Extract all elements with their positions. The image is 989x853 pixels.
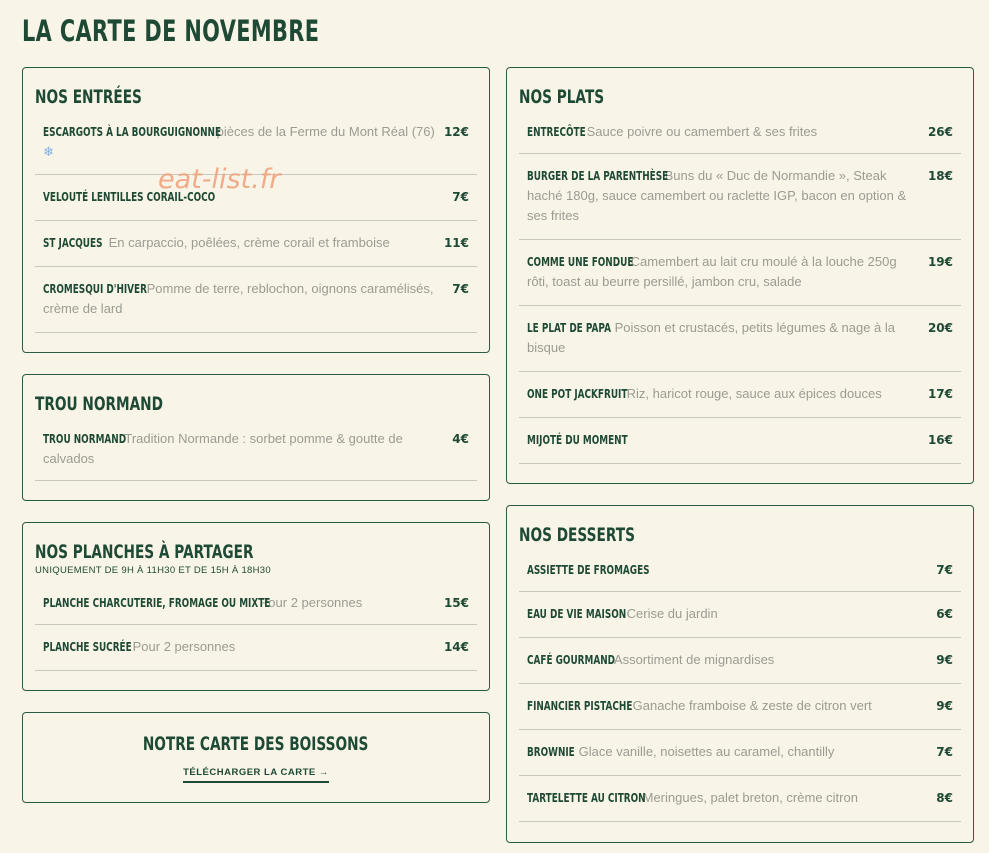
boissons-card <box>22 712 490 803</box>
item-name: BROWNIE <box>527 745 575 759</box>
item-price: 19€ <box>927 255 953 269</box>
item-name: EAU DE VIE MAISON <box>527 607 627 621</box>
item-price: 15€ <box>443 596 469 610</box>
item-name: CAFÉ GOURMAND <box>527 653 616 667</box>
item-desc: Riz, haricot rouge, sauce aux épices douces <box>626 386 882 401</box>
menu-item <box>519 776 961 822</box>
menu-item <box>519 154 961 240</box>
entrees-card <box>22 67 490 353</box>
item-desc: Glace vanille, noisettes au caramel, chantilly <box>578 744 835 759</box>
plats-title: NOS PLATS <box>519 86 605 108</box>
item-desc: Camembert au lait cru moulé à la louche 250g rôti, toast au beurre persillé, jambon cru, salade <box>527 254 897 289</box>
menu-item <box>519 684 961 730</box>
item-desc: Pour 2 personnes <box>259 595 363 610</box>
menu-item <box>519 118 961 154</box>
item-desc: Meringues, palet breton, crème citron <box>642 790 858 805</box>
item-desc: Ganache framboise & zeste de citron vert <box>632 698 872 713</box>
item-price: 9€ <box>936 699 953 713</box>
trou-title: TROU NORMAND <box>35 393 163 415</box>
planches-card <box>22 522 490 691</box>
item-price: 12€ <box>443 125 469 139</box>
item-name: ESCARGOTS À LA BOURGUIGNONNE <box>43 125 222 139</box>
item-name: FINANCIER PISTACHE <box>527 699 633 713</box>
item-name: VELOUTÉ LENTILLES CORAIL-COCO <box>43 190 216 204</box>
item-desc: Pour 2 personnes <box>132 639 236 654</box>
watermark-text: eat-list.fr <box>158 164 281 195</box>
trou-list <box>35 425 477 481</box>
menu-item <box>35 425 477 481</box>
item-desc: Assortiment de mignardises <box>613 652 775 667</box>
item-price: 7€ <box>936 563 953 577</box>
item-price: 7€ <box>452 190 469 204</box>
item-name: CROMESQUI D'HIVER <box>43 282 147 296</box>
item-price: 11€ <box>443 236 469 250</box>
item-price: 26€ <box>927 125 953 139</box>
download-menu-link[interactable]: TÉLÉCHARGER LA CARTE → <box>23 767 489 783</box>
item-desc: Cerise du jardin <box>626 606 718 621</box>
menu-item <box>35 625 477 671</box>
item-name: ASSIETTE DE FROMAGES <box>527 563 650 577</box>
item-name: PLANCHE SUCRÉE <box>43 640 132 654</box>
item-desc: Tradition Normande : sorbet pomme & goutte de calvados <box>43 431 403 466</box>
item-price: 8€ <box>936 791 953 805</box>
item-price: 4€ <box>452 432 469 446</box>
planches-title: NOS PLANCHES À PARTAGER <box>35 541 254 563</box>
menu-item <box>519 306 961 372</box>
menu-item <box>35 267 477 333</box>
planches-list <box>35 589 477 671</box>
item-name: ST JACQUES <box>43 236 103 250</box>
menu-item <box>35 589 477 625</box>
menu-item <box>519 730 961 776</box>
menu-item <box>519 418 961 464</box>
menu-item <box>519 556 961 592</box>
item-price: 14€ <box>443 640 469 654</box>
item-desc: pièces de la Ferme du Mont Réal (76) <box>216 124 435 139</box>
menu-item <box>519 240 961 306</box>
item-desc: Sauce poivre ou camembert & ses frites <box>586 124 818 139</box>
item-price: 7€ <box>936 745 953 759</box>
item-name: COMME UNE FONDUE <box>527 255 634 269</box>
desserts-card <box>506 505 974 843</box>
menu-item <box>519 638 961 684</box>
snowflake-icon: ❄ <box>43 144 54 159</box>
item-price: 18€ <box>927 169 953 183</box>
plats-card <box>506 67 974 484</box>
desserts-title: NOS DESSERTS <box>519 524 635 546</box>
menu-item <box>519 372 961 418</box>
desserts-list <box>519 556 961 822</box>
item-desc: Poisson et crustacés, petits légumes & nage à la bisque <box>527 320 896 355</box>
item-price: 7€ <box>452 282 469 296</box>
boissons-title: NOTRE CARTE DES BOISSONS <box>143 733 369 755</box>
item-price: 20€ <box>927 321 953 335</box>
page-title: LA CARTE DE NOVEMBRE <box>22 14 320 48</box>
item-name: PLANCHE CHARCUTERIE, FROMAGE OU MIXTE <box>43 596 271 610</box>
item-name: MIJOTÉ DU MOMENT <box>527 433 628 447</box>
item-name: ONE POT JACKFRUIT <box>527 387 628 401</box>
menu-item <box>35 221 477 267</box>
planches-subtitle: UNIQUEMENT DE 9H À 11H30 ET DE 15H À 18H30 <box>35 565 271 576</box>
item-name: LE PLAT DE PAPA <box>527 321 611 335</box>
item-name: TARTELETTE AU CITRON <box>527 791 646 805</box>
entrees-list <box>35 118 477 333</box>
item-desc: Pomme de terre, reblochon, oignons caramélisés, crème de lard <box>43 281 434 316</box>
item-price: 17€ <box>927 387 953 401</box>
plats-list <box>519 118 961 464</box>
item-price: 6€ <box>936 607 953 621</box>
item-desc: En carpaccio, poêlées, crème corail et framboise <box>108 235 390 250</box>
item-desc: Buns du « Duc de Normandie », Steak haché 180g, sauce camembert ou raclette IGP, bacon en option & ses frites <box>527 168 907 223</box>
menu-item <box>519 592 961 638</box>
trou-card <box>22 374 490 501</box>
item-name: ENTRECÔTE <box>527 125 586 139</box>
item-name: TROU NORMAND <box>43 432 127 446</box>
item-price: 9€ <box>936 653 953 667</box>
entrees-title: NOS ENTRÉES <box>35 86 142 108</box>
item-price: 16€ <box>927 433 953 447</box>
item-name: BURGER DE LA PARENTHÈSE <box>527 169 669 183</box>
